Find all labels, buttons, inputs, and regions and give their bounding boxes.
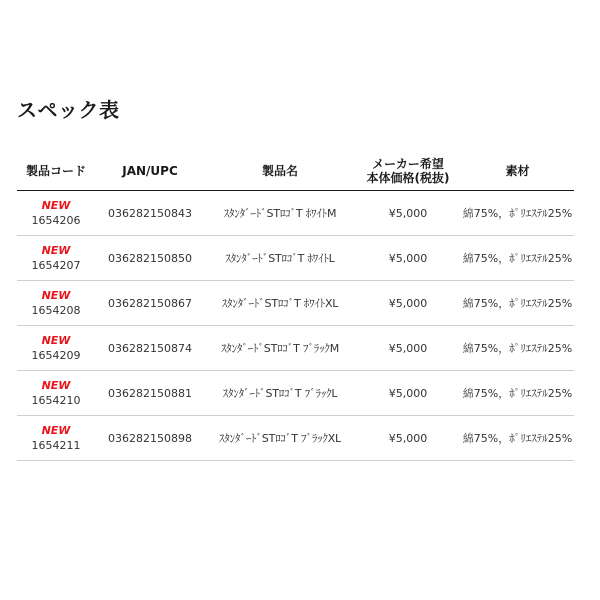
product-name: ｽﾀﾝﾀﾞｰﾄﾞSTﾛｺﾞT ﾌﾞﾗｯｸXL — [205, 416, 355, 461]
product-code: 1654206 — [31, 213, 81, 227]
price: ¥5,000 — [355, 326, 461, 371]
product-name: ｽﾀﾝﾀﾞｰﾄﾞSTﾛｺﾞT ﾎﾜｲﾄM — [205, 191, 355, 236]
product-code: 1654209 — [31, 348, 81, 362]
jan-code: 036282150874 — [95, 326, 205, 371]
product-name: ｽﾀﾝﾀﾞｰﾄﾞSTﾛｺﾞT ﾎﾜｲﾄL — [205, 236, 355, 281]
price: ¥5,000 — [355, 416, 461, 461]
header-product-name: 製品名 — [205, 152, 355, 191]
new-badge: NEW — [41, 288, 71, 302]
new-badge: NEW — [41, 243, 71, 257]
jan-code: 036282150843 — [95, 191, 205, 236]
header-price — [355, 152, 461, 191]
product-code-cell — [17, 416, 95, 461]
product-code-cell — [17, 191, 95, 236]
new-badge: NEW — [41, 378, 71, 392]
product-name: ｽﾀﾝﾀﾞｰﾄﾞSTﾛｺﾞT ﾌﾞﾗｯｸM — [205, 326, 355, 371]
header-price-line1: メーカー希望 — [372, 157, 444, 171]
header-price-line2: 本体価格(税抜) — [366, 171, 450, 185]
product-code-cell — [17, 371, 95, 416]
jan-code: 036282150867 — [95, 281, 205, 326]
table-row — [17, 371, 574, 416]
table-row — [17, 326, 574, 371]
table-row — [17, 281, 574, 326]
product-code-cell — [17, 281, 95, 326]
product-code: 1654210 — [31, 393, 81, 407]
new-badge: NEW — [41, 333, 71, 347]
page-title: スペック表 — [17, 98, 120, 122]
material: 綿75%，ﾎﾟﾘｴｽﾃﾙ25% — [461, 191, 574, 236]
product-code: 1654207 — [31, 258, 81, 272]
material: 綿75%，ﾎﾟﾘｴｽﾃﾙ25% — [461, 326, 574, 371]
price: ¥5,000 — [355, 371, 461, 416]
jan-code: 036282150881 — [95, 371, 205, 416]
product-name: ｽﾀﾝﾀﾞｰﾄﾞSTﾛｺﾞT ﾎﾜｲﾄXL — [205, 281, 355, 326]
header-jan-upc: JAN/UPC — [95, 152, 205, 191]
material: 綿75%，ﾎﾟﾘｴｽﾃﾙ25% — [461, 371, 574, 416]
product-code-cell — [17, 236, 95, 281]
new-badge: NEW — [41, 198, 71, 212]
price: ¥5,000 — [355, 236, 461, 281]
jan-code: 036282150850 — [95, 236, 205, 281]
table-header-row — [17, 152, 574, 191]
material: 綿75%，ﾎﾟﾘｴｽﾃﾙ25% — [461, 236, 574, 281]
jan-code: 036282150898 — [95, 416, 205, 461]
product-code-cell — [17, 326, 95, 371]
product-code: 1654208 — [31, 303, 81, 317]
header-material: 素材 — [461, 152, 574, 191]
product-code: 1654211 — [31, 438, 81, 452]
new-badge: NEW — [41, 423, 71, 437]
table-row — [17, 416, 574, 461]
spec-table — [17, 152, 574, 461]
product-name: ｽﾀﾝﾀﾞｰﾄﾞSTﾛｺﾞT ﾌﾞﾗｯｸL — [205, 371, 355, 416]
material: 綿75%，ﾎﾟﾘｴｽﾃﾙ25% — [461, 416, 574, 461]
table-row — [17, 236, 574, 281]
price: ¥5,000 — [355, 281, 461, 326]
header-product-code: 製品コード — [17, 152, 95, 191]
material: 綿75%，ﾎﾟﾘｴｽﾃﾙ25% — [461, 281, 574, 326]
price: ¥5,000 — [355, 191, 461, 236]
table-row — [17, 191, 574, 236]
